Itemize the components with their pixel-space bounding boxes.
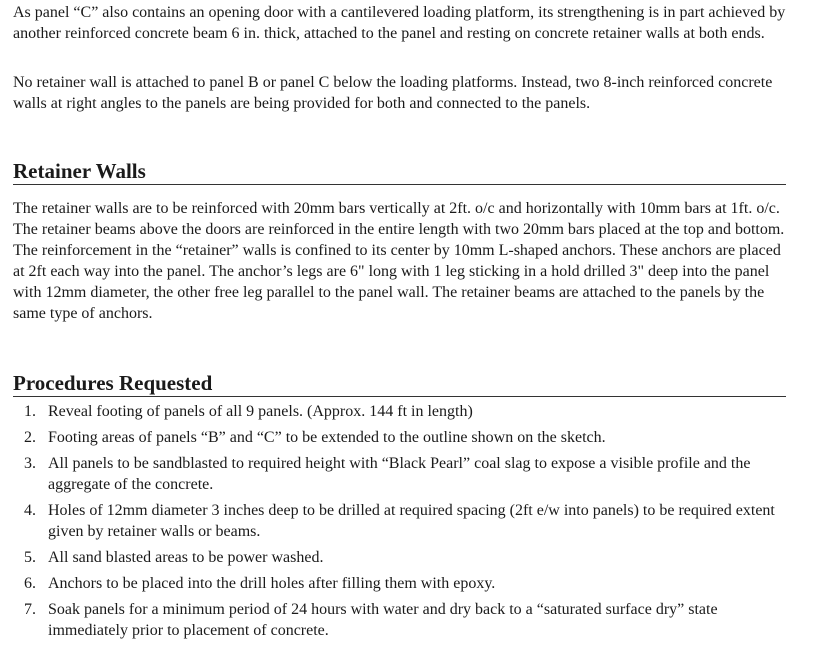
procedure-text: All panels to be sandblasted to required height with “Black Pearl” coal slag to expose a visible profile and the aggregate of the concrete. — [48, 455, 751, 493]
procedures-heading: Procedures Requested — [13, 371, 786, 397]
procedure-number: 2. — [24, 429, 36, 446]
procedure-item — [13, 500, 788, 542]
procedure-number: 1. — [24, 403, 36, 420]
retainer-walls-paragraph: The retainer walls are to be reinforced with 20mm bars vertically at 2ft. o/c and horizontally with 10mm bars at 1ft. o/c. The retainer beams above the doors are reinforced in the entire length with two 20mm bars placed at the top and bottom. The reinforcement in the “retainer” walls is confined to its center by 10mm L-shaped anchors. These anchors are placed at 2ft each way into the panel. The anchor’s legs are 6" long with 1 leg sticking in a hold drilled 3" deep into the panel with 12mm diameter, the other free leg parallel to the panel wall. The retainer beams are attached to the panels by the same type of anchors. — [13, 200, 785, 322]
procedure-item — [13, 401, 788, 422]
intro-paragraph-2: No retainer wall is attached to panel B or panel C below the loading platforms. Instead, two 8-inch reinforced concrete walls at right angles to the panels are being provided for both and connected to the panels. — [13, 74, 773, 112]
procedure-text: Holes of 12mm diameter 3 inches deep to be drilled at required spacing (2ft e/w into panels) to be required extent given by retainer walls or beams. — [48, 502, 775, 540]
procedure-text: Anchors to be placed into the drill holes after filling them with epoxy. — [48, 575, 496, 592]
procedure-number: 7. — [24, 601, 36, 618]
procedure-item — [13, 599, 788, 641]
procedure-text: Reveal footing of panels of all 9 panels. (Approx. 144 ft in length) — [48, 403, 473, 420]
procedure-number: 5. — [24, 549, 36, 566]
procedure-number: 3. — [24, 455, 36, 472]
retainer-walls-heading: Retainer Walls — [13, 159, 786, 185]
procedure-item — [13, 427, 788, 448]
procedure-text: Footing areas of panels “B” and “C” to be extended to the outline shown on the sketch. — [48, 429, 606, 446]
procedure-item — [13, 453, 788, 495]
procedure-text: Soak panels for a minimum period of 24 hours with water and dry back to a “saturated surface dry” state immediately prior to placement of concrete. — [48, 601, 718, 639]
procedure-item — [13, 547, 788, 568]
procedure-number: 6. — [24, 575, 36, 592]
intro-paragraph-1: As panel “C” also contains an opening door with a cantilevered loading platform, its strengthening is in part achieved by another reinforced concrete beam 6 in. thick, attached to the panel and resting on concrete retainer walls at both ends. — [13, 4, 786, 42]
procedure-item — [13, 573, 788, 594]
procedure-text: All sand blasted areas to be power washed. — [48, 549, 324, 566]
procedure-number: 4. — [24, 502, 36, 519]
procedures-list — [13, 401, 788, 646]
